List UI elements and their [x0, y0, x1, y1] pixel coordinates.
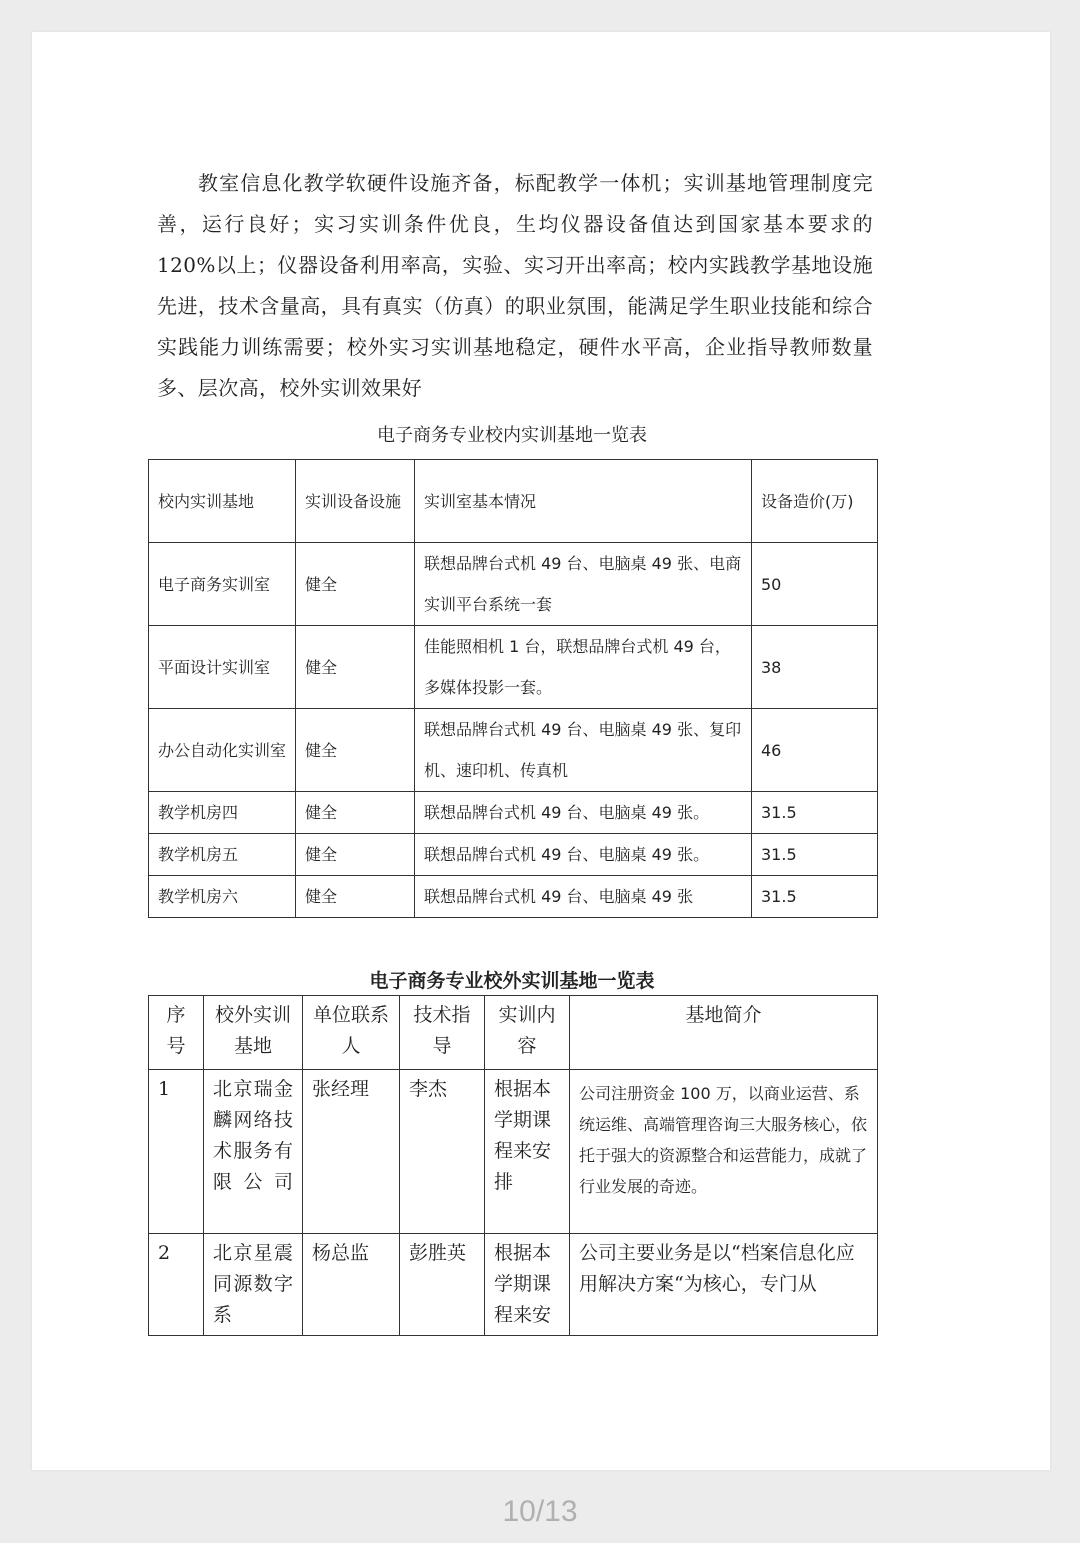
header-cell: 实训室基本情况: [415, 460, 752, 543]
table-cell: 平面设计实训室: [149, 626, 296, 709]
header-cell: 实训内容: [485, 996, 570, 1070]
header-cell: 实训设备设施: [296, 460, 415, 543]
offcampus-training-table: [148, 966, 878, 1336]
table-cell: 北京星震同源数字系: [204, 1234, 303, 1336]
table-cell: 50: [752, 543, 878, 626]
table-cell: 联想品牌台式机 49 台、电脑桌 49 张。: [415, 834, 752, 876]
header-cell: 设备造价(万): [752, 460, 878, 543]
table-cell: 健全: [296, 543, 415, 626]
page-indicator: 10/13: [502, 1495, 578, 1528]
table-cell: 健全: [296, 626, 415, 709]
table-cell: 佳能照相机 1 台，联想品牌台式机 49 台，多媒体投影一套。: [415, 626, 752, 709]
table-row: [149, 792, 878, 834]
header-cell: 技术指导: [400, 996, 485, 1070]
table-cell: 31.5: [752, 876, 878, 918]
table-cell: 联想品牌台式机 49 台、电脑桌 49 张: [415, 876, 752, 918]
table-cell: 31.5: [752, 792, 878, 834]
table-cell: 根据本学期课程来安排: [485, 1070, 570, 1234]
table-cell: 2: [149, 1234, 204, 1336]
table-cell: 31.5: [752, 834, 878, 876]
table-header-row: [149, 996, 878, 1070]
table-header-row: [149, 460, 878, 543]
table-row: [149, 834, 878, 876]
table-cell: 46: [752, 709, 878, 792]
table-cell: 教学机房四: [149, 792, 296, 834]
table1-caption: 电子商务专业校内实训基地一览表: [377, 425, 647, 446]
table-row: [149, 709, 878, 792]
table-cell: 教学机房六: [149, 876, 296, 918]
body-paragraph: 教室信息化教学软硬件设施齐备，标配教学一体机；实训基地管理制度完善，运行良好；实习实训条件优良，生均仪器设备值达到国家基本要求的 120%以上；仪器设备利用率高，实验、实习开出率高；校内实践教学基地设施先进，技术含量高，具有真实（仿真）的职业氛围，能满足学生职业技能和综合实践能力训练需要；校外实习实训基地稳定，硬件水平高，企业指导教师数量多、层次高，校外实训效果好: [157, 171, 873, 400]
header-cell: 校内实训基地: [149, 460, 296, 543]
table-cell: 健全: [296, 834, 415, 876]
table-cell: 彭胜英: [400, 1234, 485, 1336]
table2-caption: 电子商务专业校外实训基地一览表: [369, 970, 655, 992]
header-cell: 序号: [149, 996, 204, 1070]
table-cell: 38: [752, 626, 878, 709]
table-cell: 电子商务实训室: [149, 543, 296, 626]
table-cell: 1: [149, 1070, 204, 1234]
table-cell: 健全: [296, 792, 415, 834]
table-cell: 张经理: [303, 1070, 400, 1234]
table-cell: 联想品牌台式机 49 台、电脑桌 49 张、电商实训平台系统一套: [415, 543, 752, 626]
table-row: [149, 876, 878, 918]
oncampus-training-table: [148, 425, 878, 918]
table-cell: 根据本学期课程来安: [485, 1234, 570, 1336]
table-cell: 杨总监: [303, 1234, 400, 1336]
table-cell: 李杰: [400, 1070, 485, 1234]
table-cell: 联想品牌台式机 49 台、电脑桌 49 张、复印机、速印机、传真机: [415, 709, 752, 792]
table-row: [149, 543, 878, 626]
table-cell: 健全: [296, 709, 415, 792]
table-cell: 北京瑞金麟网络技术服务有限公司: [204, 1070, 303, 1234]
header-cell: 校外实训基地: [204, 996, 303, 1070]
table-cell: 健全: [296, 876, 415, 918]
table-cell: 教学机房五: [149, 834, 296, 876]
table-cell: 办公自动化实训室: [149, 709, 296, 792]
header-cell: 基地简介: [570, 996, 878, 1070]
table-row: [149, 1234, 878, 1336]
table-cell: 联想品牌台式机 49 台、电脑桌 49 张。: [415, 792, 752, 834]
table-row: [149, 1070, 878, 1234]
header-cell: 单位联系人: [303, 996, 400, 1070]
table-cell: 公司注册资金 100 万，以商业运营、系统运维、高端管理咨询三大服务核心，依托于强大的资源整合和运营能力，成就了行业发展的奇迹。: [570, 1070, 878, 1234]
table-row: [149, 626, 878, 709]
table-cell: 公司主要业务是以“档案信息化应用解决方案“为核心，专门从: [570, 1234, 878, 1336]
